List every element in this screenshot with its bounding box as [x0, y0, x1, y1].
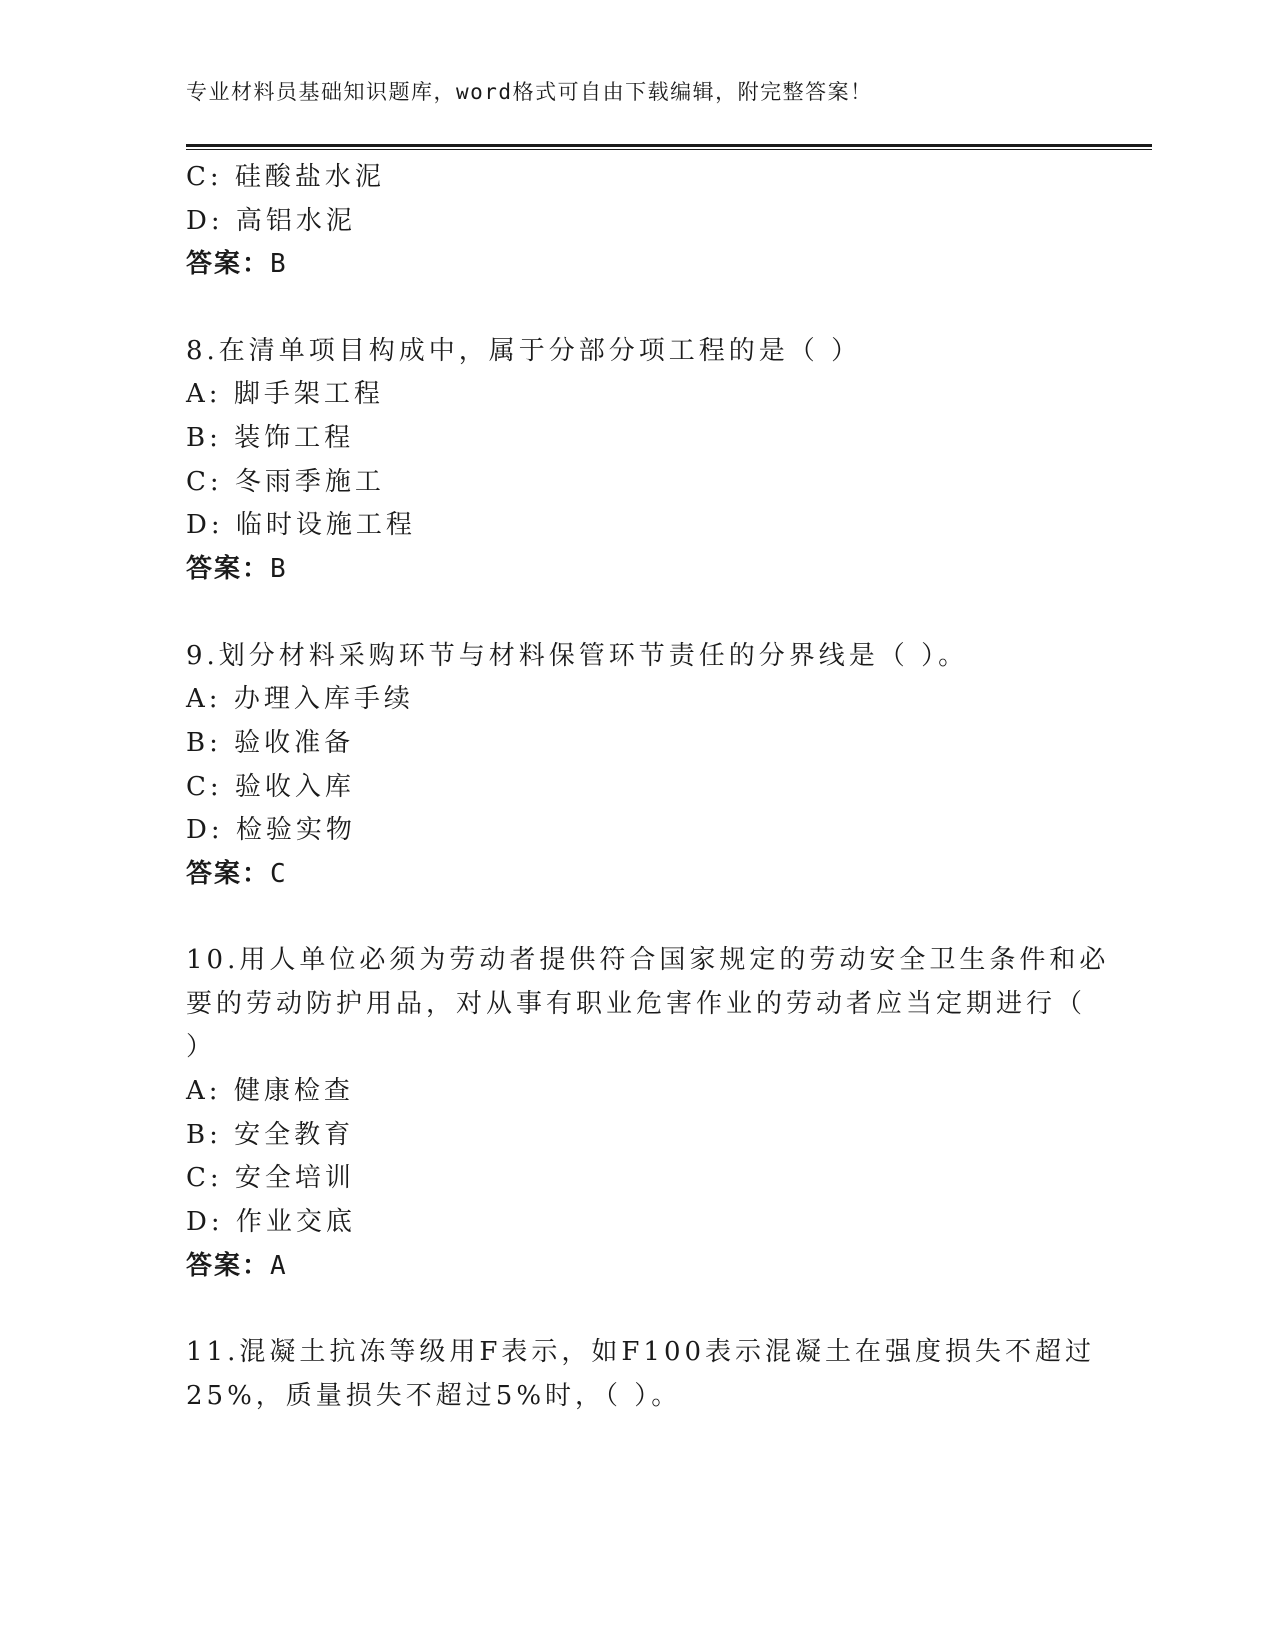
option-text: 装饰工程	[234, 423, 355, 453]
question-stem-line: 11.混凝土抗冻等级用F表示，如F100表示混凝土在强度损失不超过	[186, 1337, 1096, 1367]
option-a	[186, 1070, 354, 1107]
option-label: B:	[186, 423, 222, 453]
option-c	[186, 156, 385, 193]
option-text: 健康检查	[233, 1076, 354, 1106]
option-label: B:	[186, 728, 222, 758]
option-label: C:	[186, 772, 223, 802]
option-label: C:	[186, 467, 223, 497]
option-text: 脚手架工程	[233, 379, 384, 409]
option-label: D:	[186, 510, 224, 540]
option-label: A:	[186, 379, 222, 409]
question-stem-line: ）	[186, 1032, 217, 1062]
option-label: A:	[186, 684, 222, 714]
option-label: A:	[186, 1076, 222, 1106]
answer-value: A	[270, 1251, 288, 1281]
option-text: 硅酸盐水泥	[234, 162, 385, 192]
question-stem: 9.划分材料采购环节与材料保管环节责任的分界线是（ ）。	[186, 641, 969, 671]
answer-value: B	[270, 554, 288, 584]
option-c	[186, 461, 385, 498]
option-label: D:	[186, 206, 224, 236]
option-text: 办理入库手续	[233, 684, 414, 714]
option-b	[186, 1114, 354, 1151]
option-d	[186, 809, 356, 846]
header-divider	[186, 144, 1152, 150]
option-b	[186, 417, 354, 454]
option-c	[186, 766, 355, 803]
option-d	[186, 200, 356, 237]
option-text: 验收准备	[234, 728, 355, 758]
option-c	[186, 1157, 355, 1194]
option-text: 冬雨季施工	[234, 467, 385, 497]
option-text: 作业交底	[235, 1207, 356, 1237]
answer-label: 答案：	[186, 249, 271, 279]
option-d	[186, 504, 416, 541]
option-a	[186, 373, 384, 410]
question-stem-line: 要的劳动防护用品，对从事有职业危害作业的劳动者应当定期进行（	[186, 989, 1087, 1019]
option-text: 检验实物	[235, 815, 356, 845]
answer	[186, 243, 288, 280]
question-stem-line: 10.用人单位必须为劳动者提供符合国家规定的劳动安全卫生条件和必	[186, 945, 1110, 975]
answer	[186, 548, 288, 585]
option-label: D:	[186, 1207, 224, 1237]
question-stem: 8.在清单项目构成中，属于分部分项工程的是（ ）	[186, 336, 862, 366]
option-text: 验收入库	[234, 772, 355, 802]
answer-value: B	[270, 249, 288, 279]
option-label: C:	[186, 1163, 223, 1193]
option-d	[186, 1201, 356, 1238]
option-b	[186, 722, 354, 759]
answer	[186, 853, 288, 890]
answer-label: 答案：	[186, 554, 271, 584]
answer	[186, 1245, 288, 1282]
option-text: 安全教育	[234, 1120, 355, 1150]
option-a	[186, 678, 414, 715]
option-label: D:	[186, 815, 224, 845]
question-stem-line: 25%，质量损失不超过5%时，（ ）。	[186, 1381, 682, 1411]
option-text: 临时设施工程	[235, 510, 416, 540]
option-text: 安全培训	[234, 1163, 355, 1193]
answer-label: 答案：	[186, 859, 271, 889]
answer-value: C	[270, 859, 288, 889]
option-label: C:	[186, 162, 223, 192]
option-text: 高铝水泥	[235, 206, 356, 236]
answer-label: 答案：	[186, 1251, 271, 1281]
option-label: B:	[186, 1120, 222, 1150]
page-header: 专业材料员基础知识题库，word格式可自由下载编辑，附完整答案！	[186, 80, 873, 104]
